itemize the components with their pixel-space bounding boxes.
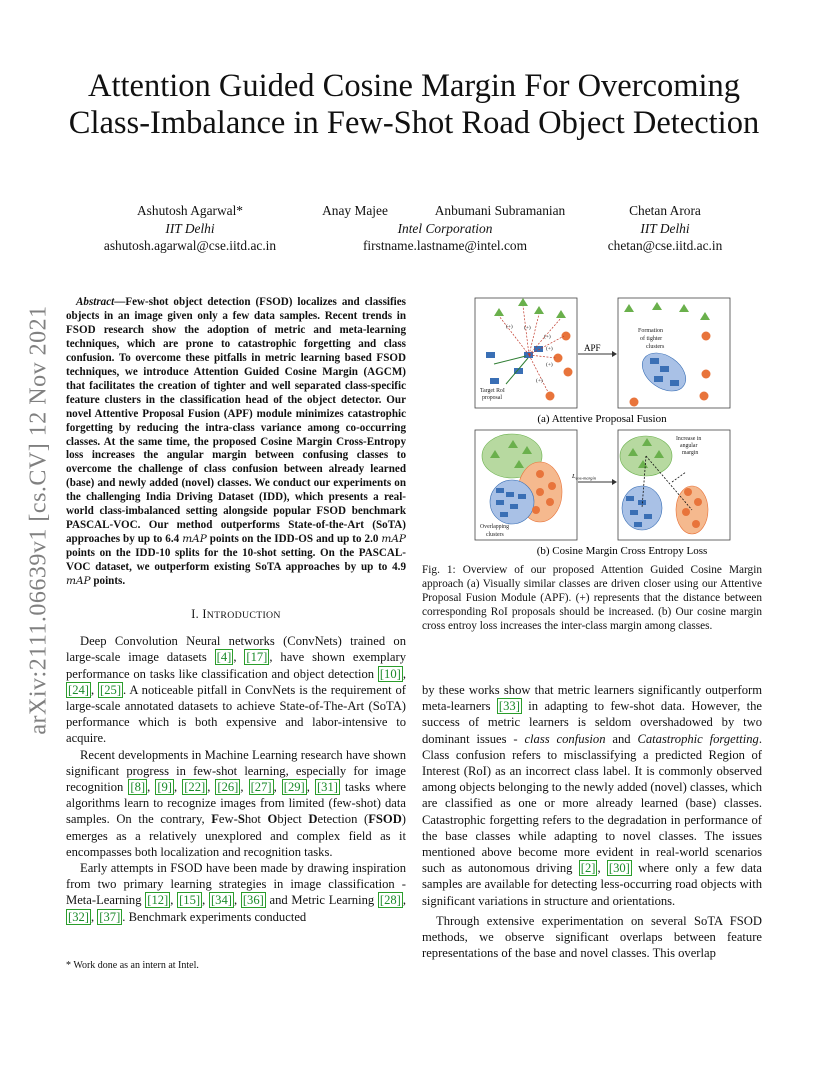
overlapping-label: Overlapping clusters — [480, 524, 509, 538]
author-2-3-affiliation: Intel Corporation firstname.lastname@intel.com — [362, 220, 528, 253]
abstract: Abstract—Few-shot object detection (FSOD) localizes and classifies objects in an image given only a few data samples. Recent trends in FSOD research show the adoption of metric and meta-learning techniques, which are prone to catastrophic forgetting and class confusion. To overcome these pitfalls in metric learning based FSOD techniques, we introduce Attention Guided Cosine Margin (AGCM) that facilitates the creation of tighter and well separated class-specific feature clusters in the classification head of the object detector. Our novel Attentive Proposal Fusion (APF) module minimizes catastrophic forgetting by reducing the intra-class variance among co-occurring classes. At the same time, the proposed Cosine Margin Cross-Entropy loss increases the angular margin between confusing classes to overcome the challenge of class confusion between already learned (base) and newly added (novel) classes. We conduct our experiments on the challenging India Driving Dataset (IDD), which presents a real-world class-imbalanced setting alongside popular FSOD benchmark PASCAL-VOC. Our method outperforms State-of-the-Art (SoTA) approaches by up to 6.4 mAP points on the IDD-OS and up to 2.0 mAP points on the IDD-10 splits for the 10-shot setting. On the PASCAL-VOC dataset, we outperform existing SoTA approaches by up to 4.9 mAP points. — [66, 296, 406, 588]
increase-margin-label: Increase in angular margin — [676, 436, 702, 456]
formation-label: Formation of tighter clusters — [638, 328, 665, 350]
intro-paragraph-4: Through extensive experimentation on several SoTA FSOD methods, we observe significant overlaps between feature representations of the base and novel classes. This overlap — [422, 913, 762, 961]
target-roi-label: Target RoI proposal — [480, 388, 505, 401]
intro-paragraph-3: Early attempts in FSOD have been made by drawing inspiration from two primary learning strategies in image classification - Meta-Learning [12] , [15] , [34] , [36] and Metric Learning [28] , [32] , [37] . Benchmark experiments conducted — [66, 861, 407, 924]
apf-label: APF — [584, 343, 601, 353]
section-heading-introduction: I. INTRODUCTION — [191, 607, 281, 622]
panel-a-right — [618, 298, 730, 408]
footnote: * Work done as an intern at Intel. — [66, 960, 199, 971]
intro-paragraph-3-cont: by these works show that metric learners significantly outperform meta-learners [33] in adapting to few-shot data. However, the success of metric learners is seldom overshadowed by two dominant issues - class confusion and Catastrophic forgetting. Class confusion refers to misclassifying a predicted Region of Interest (RoI) as an incorrect class label. It is commonly observed among objects belonging to the newly added (novel) classes, which are classified as one or more already learned (base) classes. Catastrophic forgetting refers to the degradation in performance of the base classes while adapting to novel classes. The issues mentioned above become more evident in real-world scenarios such as autonomous driving [2] , [30] where only a few data samples are available for detecting less-occurring road objects with significant variations in structure and orientations. — [422, 683, 762, 908]
right-column — [422, 682, 762, 961]
paper-title: Attention Guided Cosine Margin For Overcoming Class-Imbalance in Few-Shot Road Object Detection — [68, 68, 760, 141]
author-4: Chetan Arora IIT Delhi chetan@cse.iitd.ac.in — [607, 203, 723, 253]
author-3: Anbumani Subramanian — [434, 203, 566, 218]
intro-paragraph-1: Deep Convolution Neural networks (ConvNets) trained on large-scale image datasets [4] , [17] , have shown exemplary performance on tasks like classification and object detection [10] , [24] , [25] . A noticeable pitfall in ConvNets is the requirement of large-scale annotated datasets to achieve State-of-The-Art (SoTA) performance which is both expensive and labor-intensive to acquire. — [66, 634, 407, 746]
svg-text:(+) (+) (+) (+): (+) (+) (+) (+) (+) (+) — [506, 324, 553, 384]
subcaption-a: (a) Attentive Proposal Fusion — [537, 413, 667, 425]
arxiv-identifier: arXiv:2111.06639v1 [cs.CV] 12 Nov 2021 — [25, 305, 52, 735]
loss-label: $L_{cos-margin}$ — [572, 473, 596, 481]
left-column — [66, 296, 406, 925]
intro-paragraph-2: Recent developments in Machine Learning research have shown significant progress in few-shot learning, especially for image recognition [8] , [9] , [22] , [26] , [27] , [29] , [31] tasks where algorithms learn to recognize images from limited (few-shot) data samples. On the contrary, Few-Shot Object Detection (FSOD) emerges as a relatively unexplored and complex field as it encompasses both localization and recognition tasks. — [66, 747, 406, 859]
subcaption-b: (b) Cosine Margin Cross Entropy Loss — [536, 545, 708, 557]
author-1: Ashutosh Agarwal* IIT Delhi ashutosh.agarwal@cse.iitd.ac.in — [103, 203, 277, 253]
figure-1 — [474, 296, 770, 557]
author-2: Anay Majee — [322, 203, 388, 218]
figure-caption: Fig. 1: Overview of our proposed Attention Guided Cosine Margin approach (a) Visually similar classes are driven closer using our Attentive Proposal Fusion Module (APF). (+) represents that the distance between corresponding RoI proposals should be increased. (b) Our cosine margin cross entroy loss increases the inter-class margin among classes. — [422, 564, 762, 633]
